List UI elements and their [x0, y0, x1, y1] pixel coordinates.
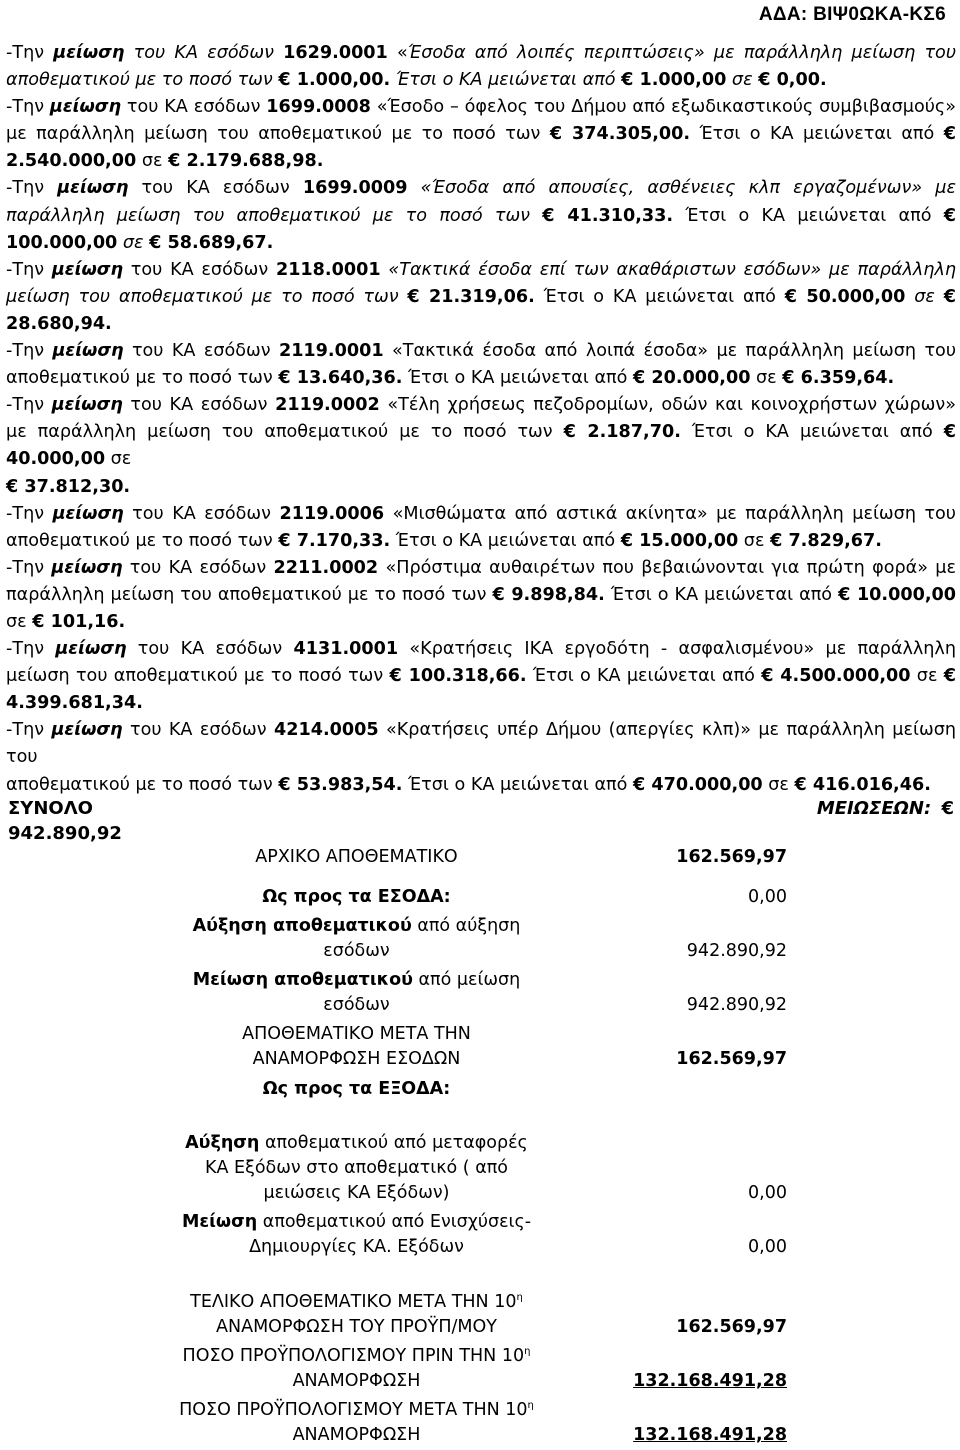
euro-icon: €	[838, 584, 851, 605]
paragraph-text: μείωση	[55, 639, 127, 660]
paragraph-text: 4214.0005	[273, 720, 379, 741]
paragraph-text: 40.000,00	[6, 449, 106, 470]
summary-row	[175, 1396, 795, 1450]
paragraph-text: 1699.0008	[266, 97, 371, 118]
summary-row-value: 162.569,97	[676, 1049, 787, 1069]
summary-row	[175, 912, 795, 966]
paragraph-text: 7.829,67.	[782, 530, 882, 551]
summary-row-value: 132.168.491,28	[633, 1425, 787, 1445]
paragraph-text: «Έσοδα από απουσίες, ασθένειες κλπ εργαζομένων» με παράλληλη μείωση του αποθεματικού με το ποσό των	[6, 178, 956, 226]
paragraph-text: «Κρατήσεις υπέρ Δήμου (απεργίες κλπ)» με παράλληλη μείωση του	[6, 720, 957, 768]
summary-row-label: Μείωση αποθεματικού από μείωση εσόδων	[192, 970, 521, 1015]
euro-icon: €	[633, 774, 646, 795]
paragraph-text: 1.000,00	[633, 70, 727, 91]
total-amount: 942.890,92	[8, 823, 122, 844]
paragraph-text: σε	[910, 666, 944, 687]
paragraph-text: 2.179.688,98.	[180, 151, 324, 172]
reserve-summary-table	[175, 826, 795, 1450]
summary-row-label: Αύξηση αποθεματικού από μεταφορές ΚΑ Εξόδων στο αποθεματικό ( από μειώσεις ΚΑ Εξόδων)	[185, 1133, 528, 1203]
total-label-text: ΣΥΝΟΛΟ	[8, 798, 93, 819]
paragraph-text: του ΚΑ εσόδων	[126, 639, 294, 660]
paragraph-text: 2119.0001	[278, 341, 384, 362]
euro-icon: €	[784, 286, 797, 307]
paragraph-text: του ΚΑ εσόδων	[122, 259, 276, 280]
euro-icon: €	[943, 205, 956, 226]
summary-row-label: ΠΟΣΟ ΠΡΟΫΠΟΛΟΓΙΣΜΟΥ ΠΡΙΝ ΤΗΝ $10^\eta$ ΑΝΑΜΟΡΦΩΣΗ	[182, 1346, 531, 1391]
paragraph-text: μείωση	[52, 503, 124, 524]
summary-row-value: 942.890,92	[686, 995, 787, 1015]
total-label	[8, 796, 122, 846]
paragraph-text: του ΚΑ εσόδων	[121, 97, 267, 118]
paragraph-text: 0,00.	[770, 70, 827, 91]
paragraph-text: σε	[6, 611, 33, 632]
paragraph-text: 4131.0001	[293, 639, 399, 660]
paragraph-text: 10.000,00	[850, 584, 956, 605]
paragraph-text: του ΚΑ εσόδων	[122, 395, 276, 416]
paragraph-text: σε	[738, 530, 771, 551]
paragraph-text: -Την	[6, 503, 53, 524]
paragraph-text: Έτσι ο ΚΑ μειώνεται από	[390, 70, 622, 91]
paragraph-text: 13.640,36.	[290, 368, 403, 389]
summary-row-value: 0,00	[748, 1237, 787, 1257]
euro-icon: €	[278, 368, 291, 389]
paragraph-text: 470.000,00	[645, 774, 763, 795]
paragraph-text: 1699.0009	[302, 178, 408, 199]
paragraph-text: 6.359,64.	[794, 368, 895, 389]
summary-row-label: Αύξηση αποθεματικού από αύξηση εσόδων	[192, 916, 521, 961]
paragraph-text: σε	[105, 449, 132, 470]
euro-icon: €	[278, 774, 291, 795]
paragraph-text: μείωση	[53, 43, 125, 63]
reduction-paragraph	[6, 501, 956, 555]
paragraph-text: μείωση	[57, 178, 129, 199]
reduction-paragraph	[6, 175, 956, 256]
summary-row	[175, 872, 795, 912]
euro-icon: €	[563, 422, 576, 443]
euro-icon: €	[941, 798, 954, 819]
euro-icon: €	[549, 124, 563, 145]
paragraph-text: -Την	[6, 720, 52, 741]
paragraph-text: 4.500.000,00	[773, 666, 911, 687]
euro-icon: €	[278, 70, 291, 91]
paragraph-text: σε	[905, 286, 944, 307]
summary-row-value: 132.168.491,28	[633, 1371, 787, 1391]
reduction-paragraph	[6, 338, 956, 392]
summary-row-value: 162.569,97	[676, 1317, 787, 1337]
summary-row-value	[538, 1074, 795, 1104]
euro-icon: €	[389, 666, 402, 687]
euro-icon: €	[492, 584, 505, 605]
paragraph-text: Έτσι ο ΚΑ μειώνεται από	[526, 666, 762, 687]
paragraph-text: Έτσι ο ΚΑ μειώνεται από	[604, 584, 839, 605]
euro-icon: €	[761, 666, 774, 687]
paragraph-text: 53.983,54.	[290, 774, 403, 795]
summary-row	[175, 966, 795, 1020]
paragraph-text: -Την	[6, 395, 52, 416]
reductions-label-text: ΜΕΙΩΣΕΩΝ:	[816, 798, 932, 819]
euro-icon: €	[6, 476, 19, 497]
euro-icon: €	[542, 205, 555, 226]
reduction-paragraph	[6, 257, 956, 338]
paragraph-text: 1.000,00.	[290, 70, 391, 91]
paragraph-text: 4.399.681,34.	[6, 693, 143, 714]
euro-icon: €	[943, 666, 956, 687]
paragraph-text: μείωση	[51, 259, 123, 280]
euro-icon: €	[794, 774, 807, 795]
euro-icon: €	[621, 70, 634, 91]
paragraph-text: 37.812,30.	[18, 476, 131, 497]
paragraph-text: μείωση	[51, 720, 123, 741]
paragraph-text: 374.305,00.	[562, 124, 691, 145]
summary-row-value: 0,00	[748, 1183, 787, 1203]
paragraph-text: του ΚΑ εσόδων	[123, 503, 280, 524]
paragraph-text: αποθεματικού με το ποσό των	[6, 774, 279, 795]
paragraph-text: σε	[136, 151, 169, 172]
summary-row	[175, 1074, 795, 1104]
paragraph-text: 50.000,00	[796, 286, 906, 307]
paragraph-text: 1629.0001	[283, 43, 388, 63]
paragraph-text: «Τέλη χρήσεως πεζοδρομίων, οδών και κοινοχρήστων χώρων» με παράλληλη μείωση του αποθεματικού με το ποσό των	[6, 395, 957, 443]
paragraph-text: 2.540.000,00	[6, 151, 137, 172]
paragraph-text: 2119.0006	[279, 503, 385, 524]
summary-row-label: ΤΕΛΙΚΟ ΑΠΟΘΕΜΑΤΙΚΟ ΜΕΤΑ ΤΗΝ $10^\eta$ ΑΝΑΜΟΡΦΩΣΗ ΤΟΥ ΠΡΟΫΠ/ΜΟΥ	[190, 1292, 523, 1337]
paragraph-text: 2.187,70.	[575, 422, 681, 443]
paragraph-text: 41.310,33.	[554, 205, 674, 226]
summary-row-label: ΑΡΧΙΚΟ ΑΠΟΘΕΜΑΤΙΚΟ	[255, 847, 458, 867]
euro-icon: €	[943, 422, 956, 443]
paragraph-text: 2211.0002	[273, 557, 379, 578]
summary-row-value: 942.890,92	[686, 941, 787, 961]
paragraph-text: μείωση	[49, 97, 122, 118]
paragraph-text: 7.170,33.	[290, 530, 391, 551]
euro-icon: €	[782, 368, 795, 389]
paragraph-text: 101,16.	[44, 611, 126, 632]
paragraph-text: Έτσι ο ΚΑ μειώνεται από	[690, 124, 944, 145]
paragraph-text: μείωση	[52, 341, 124, 362]
reduction-paragraph	[6, 94, 956, 175]
paragraph-text: Έσοδα από λοιπές περιπτώσεις» με παράλληλη μείωση του αποθεματικού με το ποσό των	[6, 43, 956, 91]
summary-row	[175, 826, 795, 872]
paragraph-text: «Κρατήσεις ΙΚΑ εργοδότη - ασφαλισμένου» με παράλληλη μείωση του αποθεματικού με το ποσό των	[6, 639, 956, 687]
summary-row	[175, 1020, 795, 1074]
paragraph-text: σε	[750, 368, 783, 389]
paragraph-text: «	[387, 43, 408, 63]
summary-row-value: 162.569,97	[676, 847, 787, 867]
euro-icon: €	[943, 286, 956, 307]
euro-icon: €	[620, 530, 634, 551]
paragraph-text: -Την	[6, 557, 52, 578]
paragraph-text: 9.898,84.	[504, 584, 605, 605]
paragraph-text: του ΚΑ εσόδων	[123, 341, 279, 362]
summary-row	[175, 1208, 795, 1262]
paragraph-text: «Τακτικά έσοδα από λοιπά έσοδα» με παράλληλη μείωση του αποθεματικού με το ποσό των	[6, 341, 956, 389]
summary-row-label: Μείωση αποθεματικού από Ενισχύσεις- Δημιουργίες ΚΑ. Εξόδων	[181, 1212, 532, 1257]
euro-icon: €	[168, 151, 181, 172]
paragraph-text: Έτσι ο ΚΑ μειώνεται από	[534, 286, 785, 307]
paragraph-text: 2118.0001	[275, 259, 381, 280]
paragraph-text: του ΚΑ εσόδων	[122, 557, 274, 578]
summary-row	[175, 1342, 795, 1396]
euro-icon: €	[278, 530, 291, 551]
paragraph-text: «Πρόστιμα αυθαιρέτων που βεβαιώνονται για πρώτη φορά» με παράλληλη μείωση του αποθεματικού με το ποσό των	[6, 557, 957, 605]
summary-row-label: Ως προς τα ΕΞΟΔΑ:	[262, 1079, 451, 1099]
euro-icon: €	[770, 530, 783, 551]
euro-icon: €	[149, 232, 162, 253]
paragraph-text: «Τακτικά έσοδα επί των ακαθάριστων εσόδων» με παράλληλη μείωση του αποθεματικού με το ποσό των	[6, 259, 957, 307]
paragraph-text: 2119.0002	[275, 395, 380, 416]
reduction-paragraph	[6, 555, 956, 636]
paragraph-text: 58.689,67.	[161, 232, 274, 253]
euro-icon: €	[758, 70, 771, 91]
paragraph-text: 21.319,06.	[419, 286, 535, 307]
reduction-paragraph	[6, 636, 956, 717]
summary-row	[175, 1104, 795, 1208]
decision-body	[6, 40, 956, 799]
euro-icon: €	[633, 368, 646, 389]
paragraph-text: 28.680,94.	[6, 313, 112, 334]
paragraph-text: σε	[726, 70, 759, 91]
paragraph-text: του ΚΑ εσόδων	[122, 720, 274, 741]
paragraph-text: «Έσοδο – όφελος του Δήμου από εξωδικαστικούς συμβιβασμούς» με παράλληλη μείωση του αποθεματικού με το ποσό των	[6, 97, 956, 145]
paragraph-text: μείωση	[51, 395, 123, 416]
paragraph-text: 416.016,46.	[806, 774, 931, 795]
summary-row-value: 0,00	[748, 887, 787, 907]
paragraph-text: -Την	[6, 178, 58, 199]
paragraph-text: σε	[762, 774, 795, 795]
euro-icon: €	[407, 286, 420, 307]
paragraph-text: -Την	[6, 97, 50, 118]
ada-code: ΑΔΑ: ΒΙΨ0ΩΚΑ-ΚΣ6	[758, 4, 946, 25]
paragraph-text: Έτσι ο ΚΑ μειώνεται από	[673, 205, 944, 226]
paragraph-text: 100.318,66.	[401, 666, 527, 687]
paragraph-text: σε	[117, 232, 150, 253]
paragraph-text: Έτσι ο ΚΑ μειώνεται από	[680, 422, 944, 443]
paragraph-text: Έτσι ο ΚΑ μειώνεται από	[390, 530, 621, 551]
summary-row-label: ΠΟΣΟ ΠΡΟΫΠΟΛΟΓΙΣΜΟΥ ΜΕΤΑ ΤΗΝ $10^\eta$ ΑΝΑΜΟΡΦΩΣΗ	[179, 1400, 534, 1445]
reduction-paragraph	[6, 392, 956, 500]
paragraph-text: του ΚΑ εσόδων	[124, 43, 284, 63]
paragraph-text: Έτσι ο ΚΑ μειώνεται από	[402, 368, 633, 389]
reductions-label	[817, 796, 954, 821]
reduction-paragraph	[6, 40, 956, 94]
summary-row-label: ΑΠΟΘΕΜΑΤΙΚΟ ΜΕΤΑ ΤΗΝ ΑΝΑΜΟΡΦΩΣΗ ΕΣΟΔΩΝ	[242, 1024, 471, 1069]
paragraph-text: -Την	[6, 259, 52, 280]
reduction-paragraph	[6, 717, 956, 798]
paragraph-text: του ΚΑ εσόδων	[128, 178, 303, 199]
paragraph-text: -Την	[6, 341, 53, 362]
paragraph-text: μείωση	[51, 557, 123, 578]
paragraph-text: 100.000,00	[6, 232, 118, 253]
paragraph-text: 15.000,00	[633, 530, 739, 551]
paragraph-text: Έτσι ο ΚΑ μειώνεται από	[402, 774, 633, 795]
summary-row	[175, 1262, 795, 1342]
paragraph-text: «Μισθώματα από αστικά ακίνητα» με παράλληλη μείωση του αποθεματικού με το ποσό των	[6, 503, 956, 551]
summary-row-label: Ως προς τα ΕΣΟΔΑ:	[262, 887, 451, 907]
euro-icon: €	[32, 611, 45, 632]
euro-icon: €	[943, 124, 956, 145]
paragraph-text: -Την	[6, 639, 56, 660]
paragraph-text: -Την	[6, 43, 54, 63]
paragraph-text: 20.000,00	[645, 368, 751, 389]
